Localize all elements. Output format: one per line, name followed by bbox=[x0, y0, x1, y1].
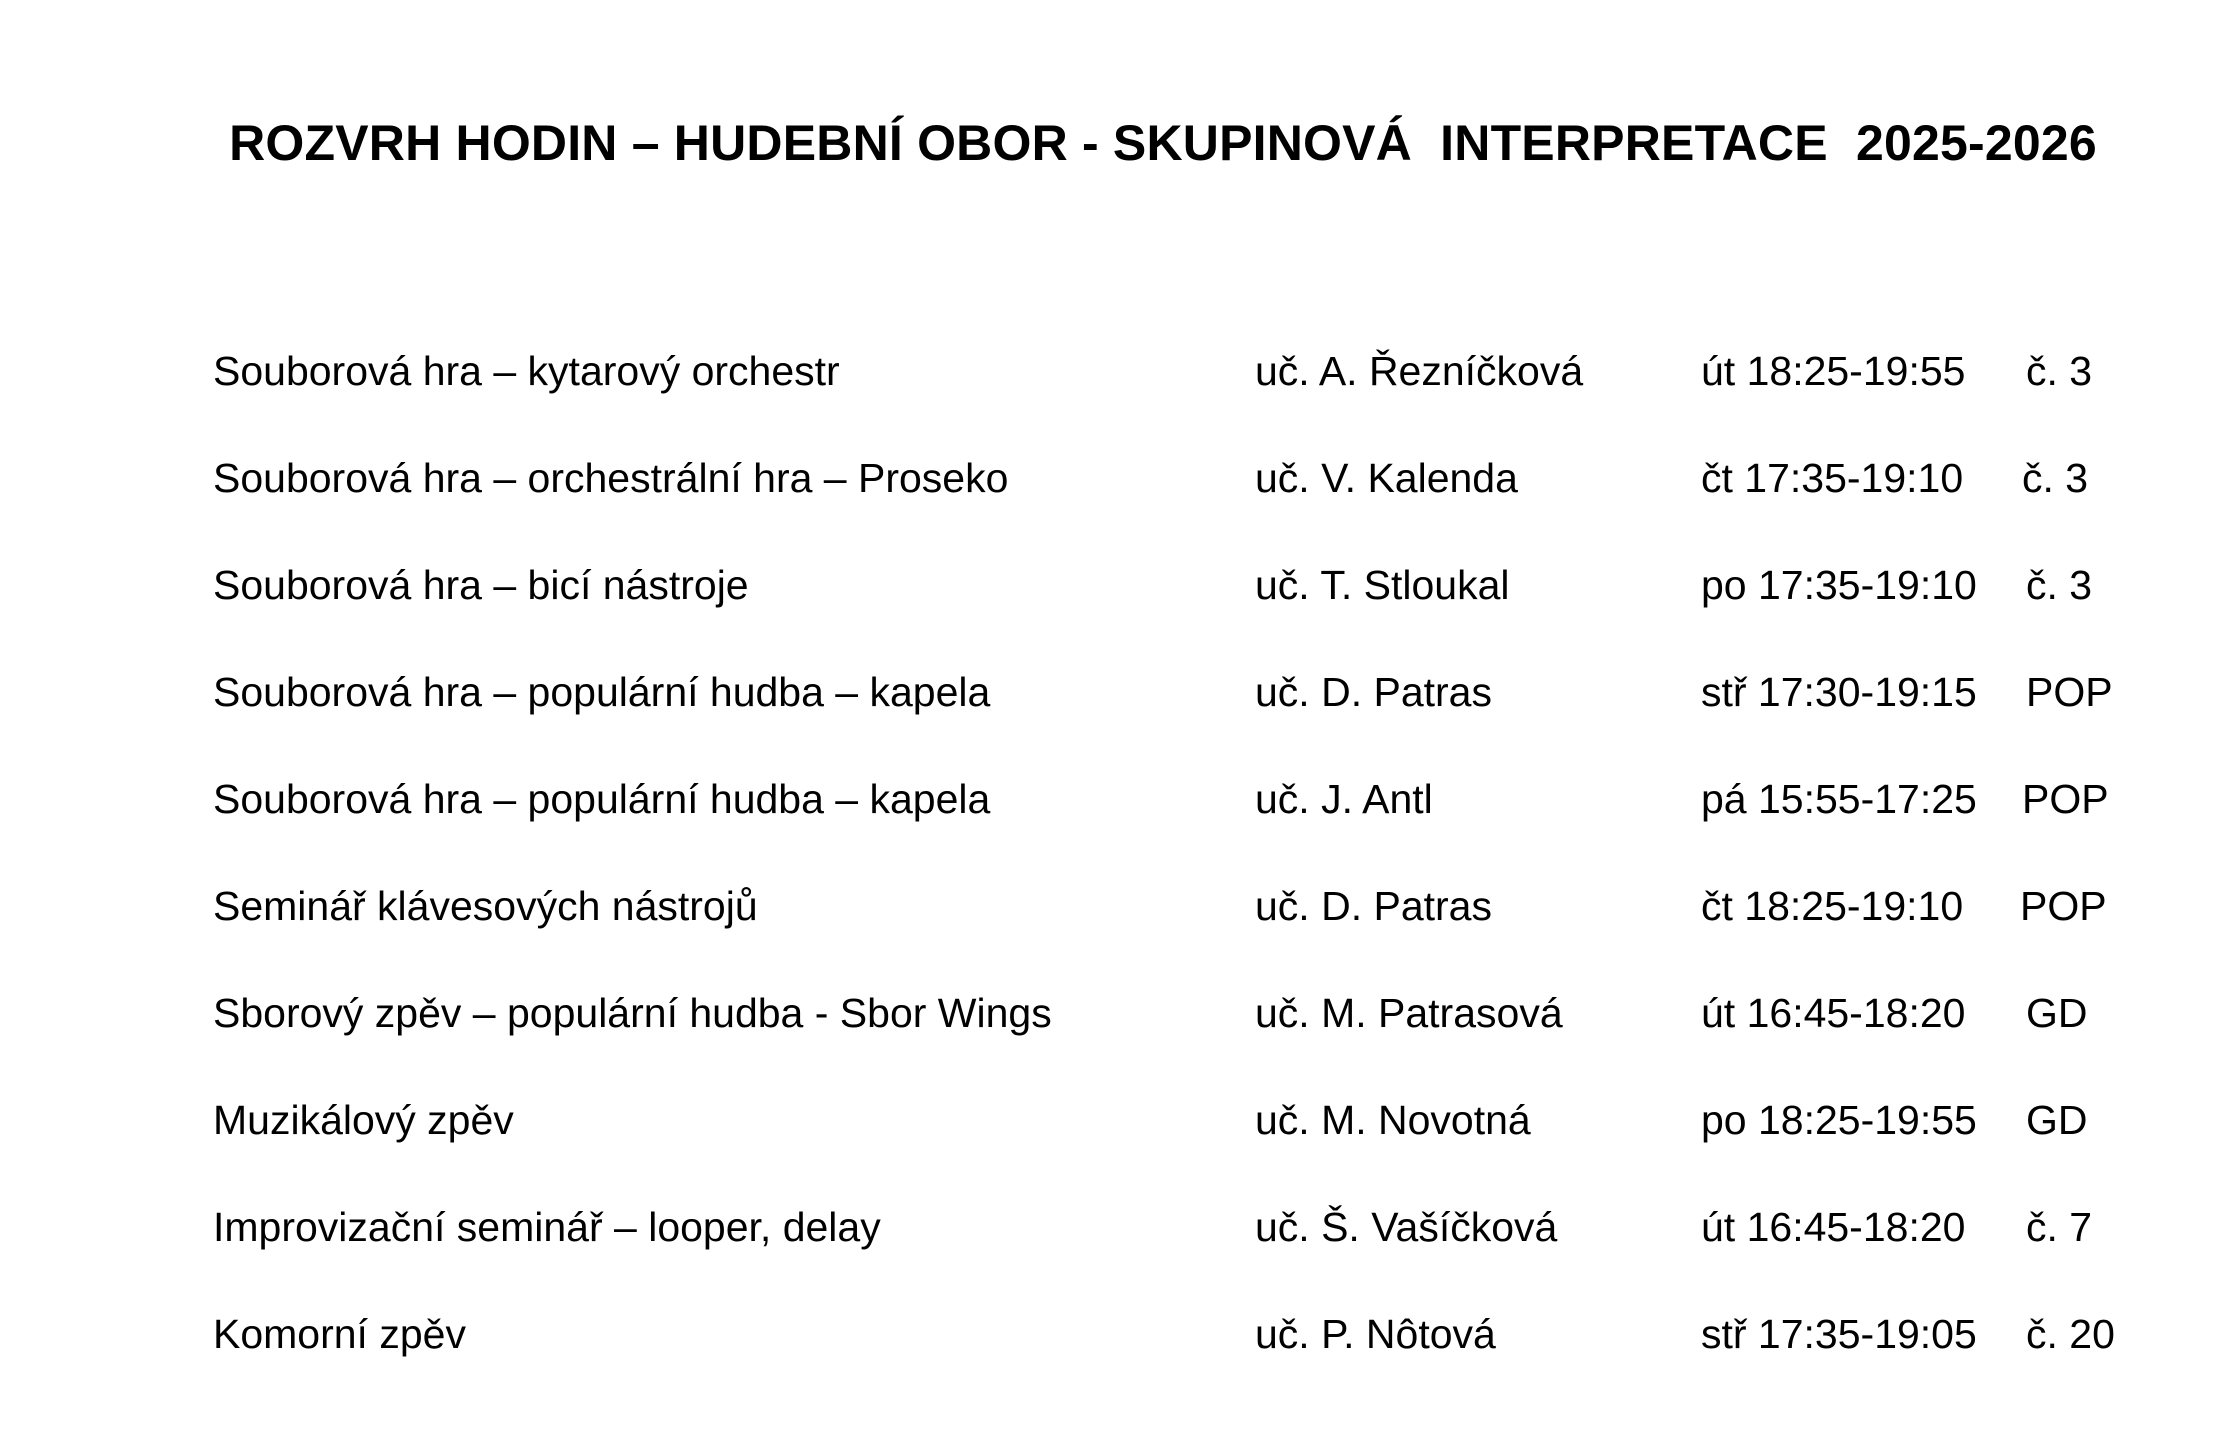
row-teacher: uč. D. Patras bbox=[1255, 883, 1492, 929]
row-teacher: uč. Š. Vašíčková bbox=[1255, 1204, 1558, 1250]
row-room: POP bbox=[2020, 883, 2107, 929]
row-time: po 18:25-19:55 bbox=[1701, 1097, 1977, 1143]
schedule-row bbox=[0, 988, 2236, 1095]
row-time: pá 15:55-17:25 bbox=[1701, 776, 1977, 822]
row-subject: Souborová hra – bicí nástroje bbox=[213, 562, 749, 608]
row-room: č. 7 bbox=[2026, 1204, 2093, 1250]
row-time: út 16:45-18:20 bbox=[1701, 1204, 1966, 1250]
row-subject: Souborová hra – populární hudba – kapela bbox=[213, 776, 991, 822]
row-room: č. 3 bbox=[2026, 562, 2093, 608]
row-teacher: uč. M. Patrasová bbox=[1255, 990, 1563, 1036]
row-time: čt 17:35-19:10 bbox=[1701, 455, 1964, 501]
row-room: POP bbox=[2022, 776, 2109, 822]
row-subject: Souborová hra – populární hudba – kapela bbox=[213, 669, 991, 715]
row-time: čt 18:25-19:10 bbox=[1701, 883, 1964, 929]
row-teacher: uč. V. Kalenda bbox=[1255, 455, 1518, 501]
schedule-row bbox=[0, 881, 2236, 988]
page-title: ROZVRH HODIN – HUDEBNÍ OBOR - SKUPINOVÁ INTERPRETACE 2025-2026 bbox=[229, 115, 2097, 171]
row-subject: Souborová hra – kytarový orchestr bbox=[213, 348, 840, 394]
schedule-row bbox=[0, 774, 2236, 881]
row-room: GD bbox=[2026, 990, 2088, 1036]
row-teacher: uč. M. Novotná bbox=[1255, 1097, 1531, 1143]
row-teacher: uč. P. Nôtová bbox=[1255, 1311, 1496, 1357]
row-room: č. 3 bbox=[2022, 455, 2089, 501]
row-room: GD bbox=[2026, 1097, 2088, 1143]
schedule-row bbox=[0, 1202, 2236, 1309]
schedule-row bbox=[0, 1095, 2236, 1202]
row-teacher: uč. T. Stloukal bbox=[1255, 562, 1510, 608]
schedule-row bbox=[0, 1309, 2236, 1416]
row-teacher: uč. J. Antl bbox=[1255, 776, 1433, 822]
row-teacher: uč. D. Patras bbox=[1255, 669, 1492, 715]
schedule-list bbox=[0, 346, 2236, 1416]
row-time: út 16:45-18:20 bbox=[1701, 990, 1966, 1036]
schedule-row bbox=[0, 667, 2236, 774]
row-subject: Improvizační seminář – looper, delay bbox=[213, 1204, 881, 1250]
row-teacher: uč. A. Řezníčková bbox=[1255, 348, 1584, 394]
row-time: stř 17:30-19:15 bbox=[1701, 669, 1977, 715]
row-time: út 18:25-19:55 bbox=[1701, 348, 1966, 394]
row-subject: Komorní zpěv bbox=[213, 1311, 466, 1357]
schedule-row bbox=[0, 560, 2236, 667]
schedule-row bbox=[0, 346, 2236, 453]
row-subject: Souborová hra – orchestrální hra – Proseko bbox=[213, 455, 1009, 501]
row-room: č. 3 bbox=[2026, 348, 2093, 394]
row-subject: Seminář klávesových nástrojů bbox=[213, 883, 758, 929]
row-room: POP bbox=[2026, 669, 2113, 715]
row-subject: Sborový zpěv – populární hudba - Sbor Wings bbox=[213, 990, 1052, 1036]
row-subject: Muzikálový zpěv bbox=[213, 1097, 514, 1143]
schedule-row bbox=[0, 453, 2236, 560]
row-room: č. 20 bbox=[2026, 1311, 2115, 1357]
row-time: po 17:35-19:10 bbox=[1701, 562, 1977, 608]
row-time: stř 17:35-19:05 bbox=[1701, 1311, 1977, 1357]
